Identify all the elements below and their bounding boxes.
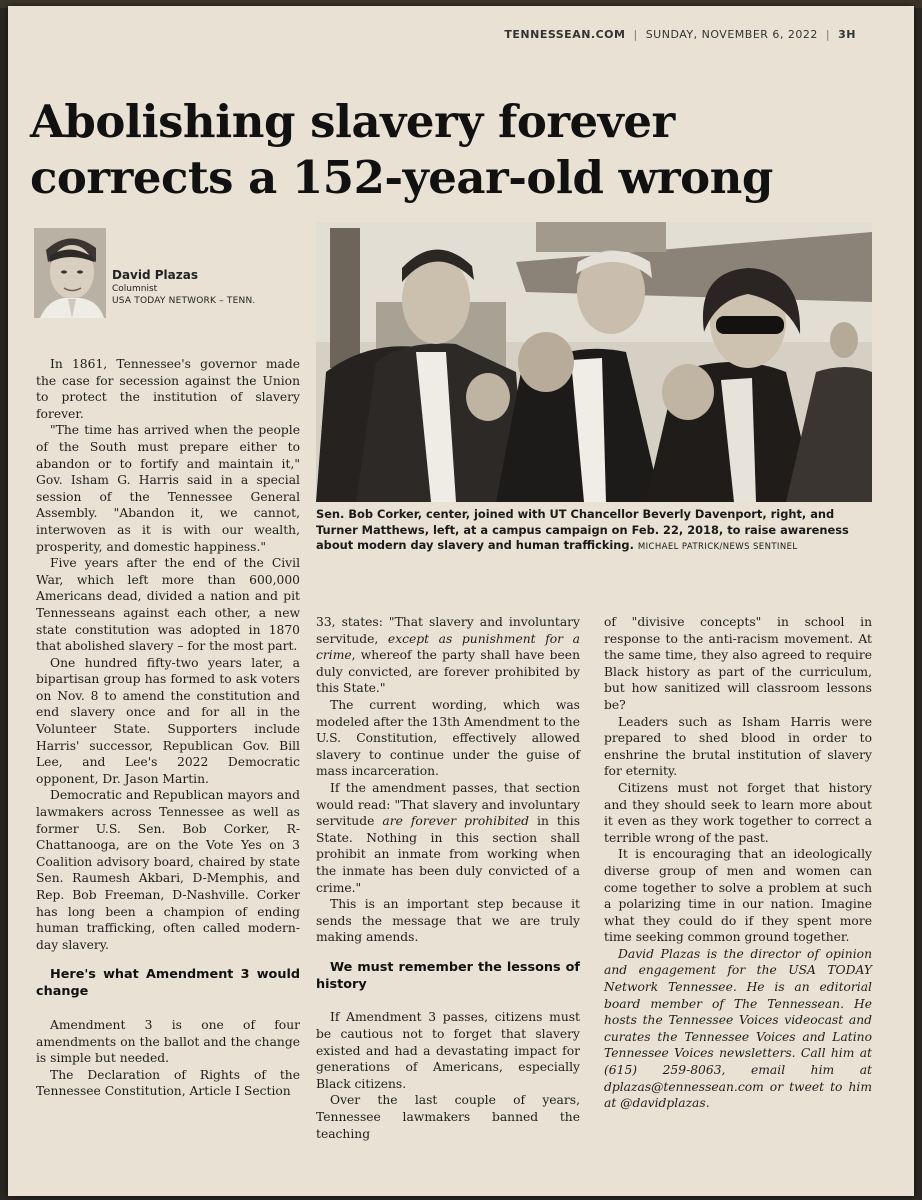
paragraph: Amendment 3 is one of four amendments on the ballot and the change is simple but needed. [36, 1017, 300, 1066]
header-page-number: 3H [838, 28, 856, 41]
text-run: , whereof the party shall have been duly convicted, are forever prohibited by this State." [316, 648, 580, 696]
paragraph: Citizens must not forget that history and they should seek to learn more about it even as they work together to correct a terrible wrong of the past. [604, 780, 872, 845]
paragraph: This is an important step because it sends the message that we are truly making amends. [316, 897, 580, 945]
header-date: SUNDAY, NOVEMBER 6, 2022 [645, 28, 818, 41]
caption-text: Sen. Bob Corker, center, joined with UT Chancellor Beverly Davenport, right, and Turner Matthews, left, at a campus campaign on Feb. 22, 2018, to raise awareness about modern day slavery and human trafficking. [316, 507, 849, 552]
article-column-3 [604, 614, 872, 1112]
author-organization: USA TODAY NETWORK – TENN. [112, 296, 256, 306]
article-column-2 [316, 614, 580, 1142]
newspaper-page [8, 6, 914, 1196]
article-column-1 [36, 356, 300, 1100]
paragraph: of "divisive concepts" in school in response to the anti-racism movement. At the same time, they also agreed to require Black history as part of the curriculum, but how sanitized will classroom lessons be? [604, 615, 872, 712]
text-run: If the amendment passes, that section would read: "That slavery and involuntary servitude [316, 780, 580, 829]
header-site: TENNESSEAN.COM [504, 28, 626, 41]
paragraph: Leaders such as Isham Harris were prepared to shed blood in order to enshrine the brutal institution of slavery for eternity. [604, 714, 872, 779]
author-bio: David Plazas is the director of opinion and engagement for the USA TODAY Network Tennessee. He is an editorial board member of The Tennessean. He hosts the Tennessee Voices videocast and curates the Tennessee Voices and Latino Tennessee Voices newsletters. Call him at (615) 259-8063, email him at dplazas@tennessean.com or tweet to him at @davidplazas. [604, 946, 872, 1111]
page-header [504, 28, 856, 41]
photo-credit: MICHAEL PATRICK/NEWS SENTINEL [637, 542, 798, 552]
author-role: Columnist [112, 284, 158, 294]
author-headshot [34, 228, 106, 318]
paragraph: Democratic and Republican mayors and lawmakers across Tennessee as well as former U.S. Sen. Bob Corker, R-Chattanooga, are on the Vote Yes on 3 Coalition advisory board, chaired by state Sen. Raumesh Akbari, D-Memphis, and Rep. Bob Freeman, D-Nashville. Corker has long been a champion of ending human trafficking, often called modern-day slavery. [36, 788, 300, 952]
section-subhead: We must remember the lessons of history [316, 959, 580, 992]
photo-caption [316, 507, 872, 556]
paragraph: Over the last couple of years, Tennessee lawmakers banned the teaching [316, 1093, 580, 1141]
paragraph: If Amendment 3 passes, citizens must be cautious not to forget that slavery existed and had a devastating impact for generations of Americans, especially Black citizens. [316, 1010, 580, 1091]
emphasis-text: except as punishment for a crime [316, 631, 580, 663]
header-separator: | [825, 28, 831, 41]
emphasis-text: are forever prohibited [382, 814, 530, 829]
paragraph: The Declaration of Rights of the Tennessee Constitution, Article I Section [36, 1067, 300, 1099]
byline [112, 268, 255, 306]
headline-line-1: Abolishing slavery forever [30, 95, 675, 148]
campus-event-photo [316, 222, 872, 502]
article-photo [316, 222, 872, 502]
text-run: 33, states: "That slavery and involuntary servitude, [316, 615, 580, 646]
article-headline [30, 94, 880, 206]
author-headshot-graphic [34, 228, 106, 318]
author-name: David Plazas [112, 268, 198, 282]
paragraph: "The time has arrived when the people of the South must prepare either to abandon or to fortify and maintain it," Gov. Isham G. Harris said in a special session of the Tennessee General Assembly. "Abandon it, we cannot, interwoven as it is with our wealth, prosperity, and domestic happiness." [36, 423, 300, 554]
paragraph: One hundred fifty-two years later, a bipartisan group has formed to ask voters on Nov. 8 to amend the constitution and end slavery once and for all in the Volunteer State. Supporters include Harris' successor, Republican Gov. Bill Lee, and Lee's 2022 Democratic opponent, Dr. Jason Martin. [36, 655, 300, 786]
headline-line-2: corrects a 152-year-old wrong [30, 151, 773, 204]
paragraph: In 1861, Tennessee's governor made the case for secession against the Union to protect the institution of slavery forever. [36, 357, 300, 421]
paragraph: Five years after the end of the Civil War, which left more than 600,000 Americans dead, divided a nation and pit Tennesseans against each other, a new state constitution was adopted in 1870 that abolished slavery – for the most part. [36, 556, 300, 654]
paragraph: It is encouraging that an ideologically diverse group of men and women can come together to solve a problem at such a polarizing time in our nation. Imagine what they could do if they spent more time seeking common ground together. [604, 847, 872, 945]
paragraph [316, 780, 580, 896]
paragraph [316, 614, 580, 697]
paragraph: The current wording, which was modeled after the 13th Amendment to the U.S. Constitution, effectively allowed slavery to continue under the guise of mass incarceration. [316, 697, 580, 779]
text-run: in this State. Nothing in this section shall prohibit an inmate from working when the inmate has been duly convicted of a crime." [316, 814, 581, 895]
section-subhead: Here's what Amendment 3 would change [36, 967, 300, 1000]
header-separator: | [633, 28, 638, 41]
